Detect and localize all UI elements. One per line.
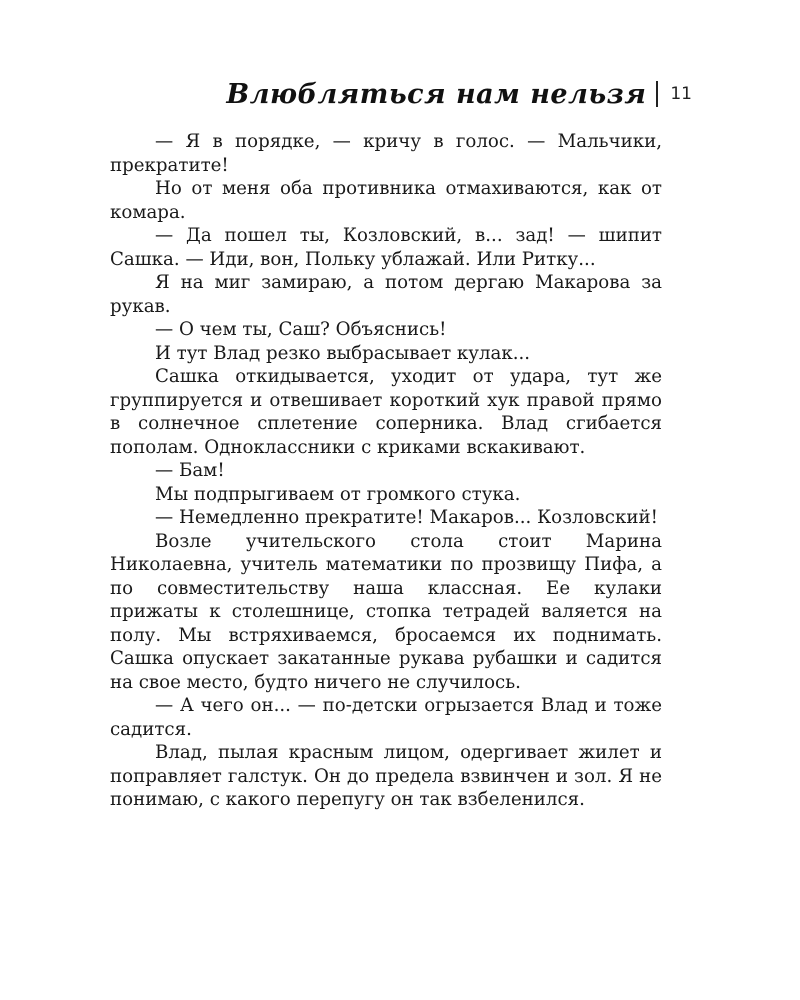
paragraph: Мы подпрыгиваем от громкого стука. — [155, 483, 521, 505]
paragraph: — Немедленно прекратите! Макаров... Козловский! — [155, 507, 658, 528]
page-number: 11 — [670, 84, 692, 104]
paragraph: — Бам! — [155, 460, 225, 481]
page-header — [226, 74, 692, 114]
paragraph: — Да пошел ты, Козловский, в... зад! — шипит Сашка. — Иди, вон, Польку ублажай. Или Ритку... — [110, 225, 662, 270]
body-text — [110, 130, 662, 812]
header-separator — [656, 81, 658, 107]
running-title: Влюбляться нам нельзя — [226, 78, 647, 110]
paragraph: Влад, пылая красным лицом, одергивает жилет и поправляет галстук. Он до предела взвинчен и зол. Я не понимаю, с какого перепугу он так взбеленился. — [110, 742, 662, 810]
paragraph: Но от меня оба противника отмахиваются, как от комара. — [110, 178, 662, 223]
paragraph: — О чем ты, Саш? Объяснись! — [155, 319, 447, 340]
paragraph: Я на миг замираю, а потом дергаю Макарова за рукав. — [110, 272, 662, 317]
paragraph: И тут Влад резко выбрасывает кулак... — [155, 342, 531, 364]
paragraph: Сашка откидывается, уходит от удара, тут же группируется и отвешивает короткий хук правой прямо в солнечное сплетение соперника. Влад сгибается пополам. Одноклассники с криками вскакивают. — [110, 366, 662, 458]
paragraph: — Я в порядке, — кричу в голос. — Мальчики, прекратите! — [110, 131, 662, 176]
paragraph: — А чего он... — по-детски огрызается Влад и тоже садится. — [110, 695, 662, 740]
paragraph: Возле учительского стола стоит Марина Николаевна, учитель математики по прозвищу Пифа, а по совместительству наша классная. Ее кулаки прижаты к столешнице, стопка тетрадей валяется на полу. Мы встряхиваемся, бросаемся их поднимать. Сашка опускает закатанные рукава рубашки и садится на свое место, будто ничего не случилось. — [110, 530, 662, 693]
